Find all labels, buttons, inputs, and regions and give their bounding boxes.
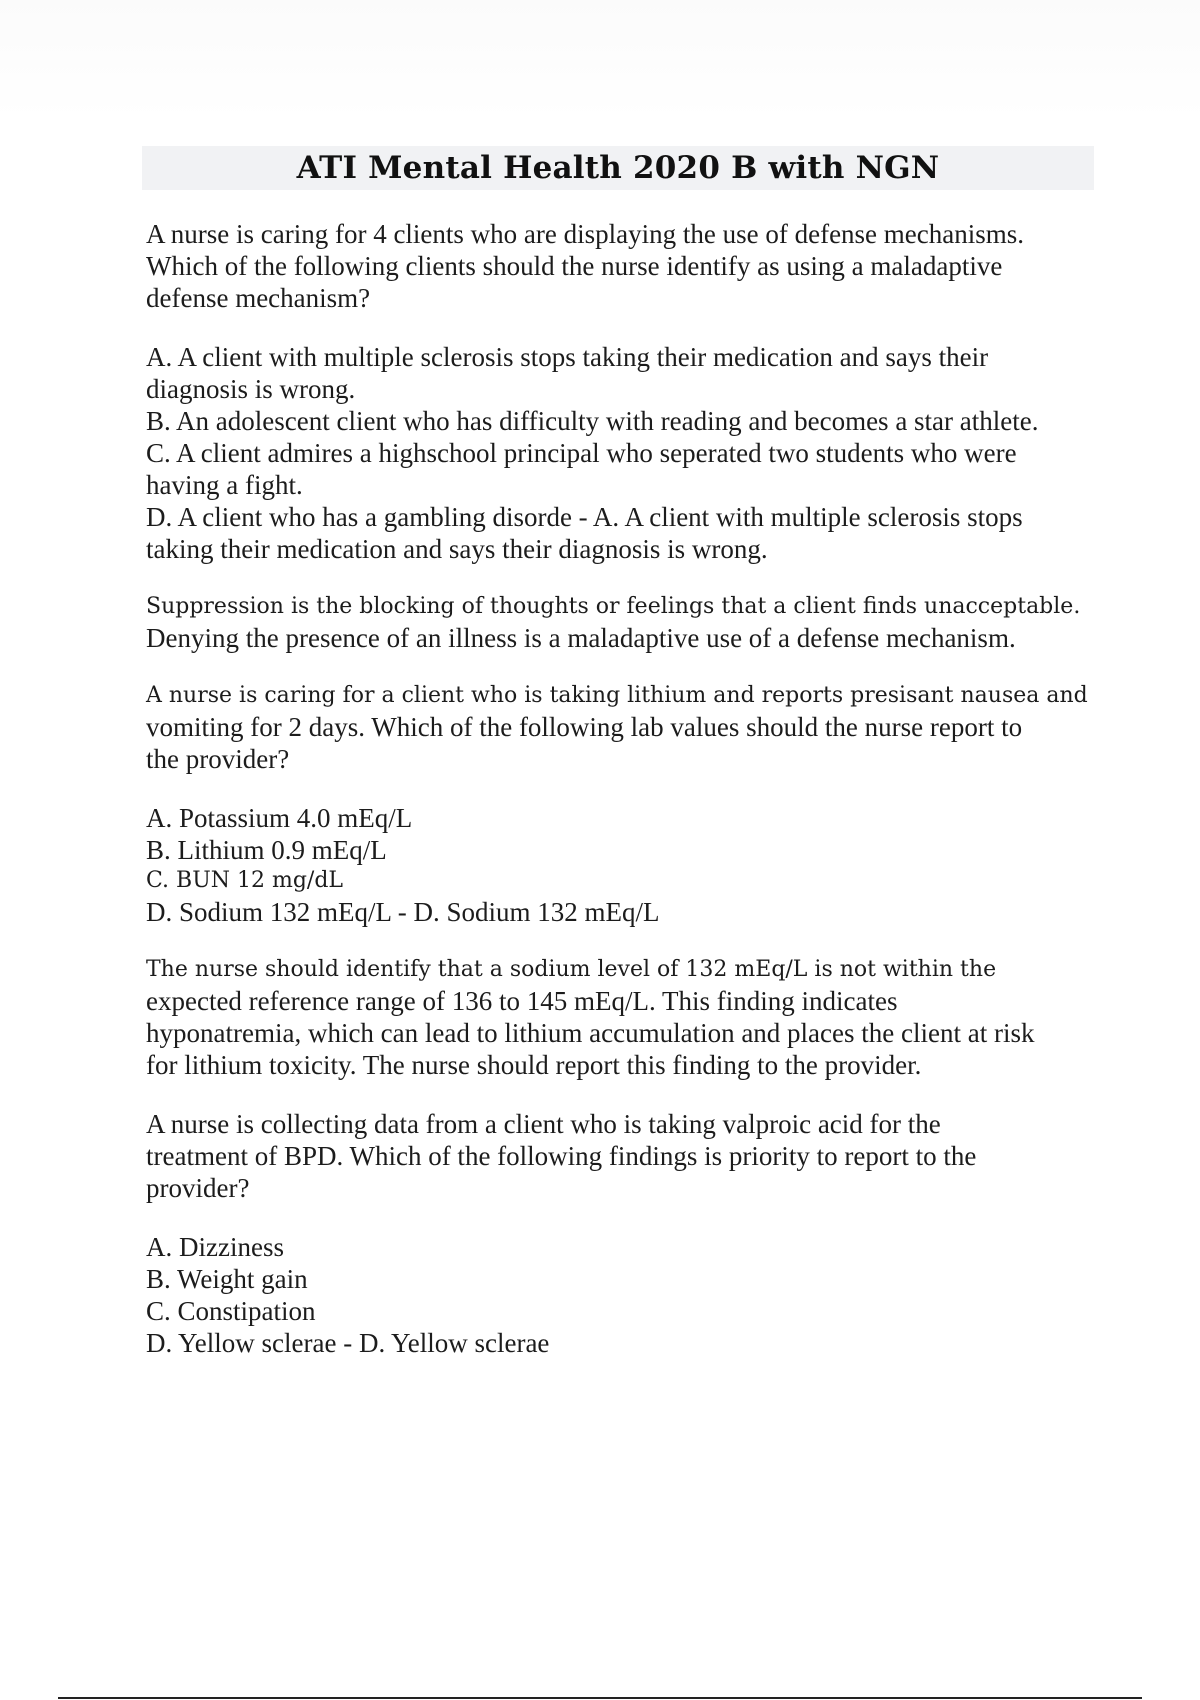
rationale-line: for lithium toxicity. The nurse should report this finding to the provider. [146,1050,922,1080]
page-title: ATI Mental Health 2020 B with NGN [296,150,940,186]
rationale-line: The nurse should identify that a sodium level of 132 mEq/L is not within the [146,957,997,982]
question-3-options [146,1231,1098,1359]
document-body [146,218,1098,1386]
rationale-line: expected reference range of 136 to 145 mEq/L. This finding indicates [146,986,898,1016]
option-answer-line: D. Yellow sclerae - D. Yellow sclerae [146,1328,550,1358]
option-line: C. BUN 12 mg/dL [146,868,344,893]
question-2-stem [146,681,1098,775]
option-line: A. A client with multiple sclerosis stops taking their medication and says their [146,342,989,372]
question-1-rationale [146,592,1098,654]
question-2-options [146,802,1098,928]
text-line: Which of the following clients should the nurse identify as using a maladaptive [146,251,1003,281]
option-answer-line: taking their medication and says their diagnosis is wrong. [146,534,768,564]
option-answer-line: D. Sodium 132 mEq/L - D. Sodium 132 mEq/L [146,897,660,927]
option-answer-line: D. A client who has a gambling disorde - A. A client with multiple sclerosis stops [146,502,1023,532]
footer-divider [58,1697,1142,1699]
option-line: having a fight. [146,470,303,500]
question-3-stem [146,1108,1098,1204]
option-line: A. Dizziness [146,1232,284,1262]
text-line: provider? [146,1173,250,1203]
rationale-line: Denying the presence of an illness is a maladaptive use of a defense mechanism. [146,623,1016,653]
option-line: B. Weight gain [146,1264,308,1294]
rationale-line: Suppression is the blocking of thoughts or feelings that a client finds unacceptable. [146,594,1081,619]
title-bar [142,146,1094,190]
option-line: C. Constipation [146,1296,316,1326]
option-line: C. A client admires a highschool principal who seperated two students who were [146,438,1017,468]
text-line: vomiting for 2 days. Which of the following lab values should the nurse report to [146,712,1023,742]
option-line: B. An adolescent client who has difficulty with reading and becomes a star athlete. [146,406,1039,436]
question-1-options [146,341,1098,565]
question-1-stem [146,218,1098,314]
text-line: the provider? [146,744,290,774]
question-2-rationale [146,955,1098,1081]
rationale-line: hyponatremia, which can lead to lithium accumulation and places the client at risk [146,1018,1035,1048]
text-line: A nurse is caring for 4 clients who are displaying the use of defense mechanisms. [146,219,1025,249]
option-line: diagnosis is wrong. [146,374,356,404]
scan-header-shadow [0,0,1200,120]
option-line: B. Lithium 0.9 mEq/L [146,835,387,865]
text-line: treatment of BPD. Which of the following findings is priority to report to the [146,1141,977,1171]
text-line: A nurse is collecting data from a client who is taking valproic acid for the [146,1109,941,1139]
text-line: defense mechanism? [146,283,371,313]
text-line: A nurse is caring for a client who is taking lithium and reports presisant nausea and [146,683,1088,708]
option-line: A. Potassium 4.0 mEq/L [146,803,413,833]
